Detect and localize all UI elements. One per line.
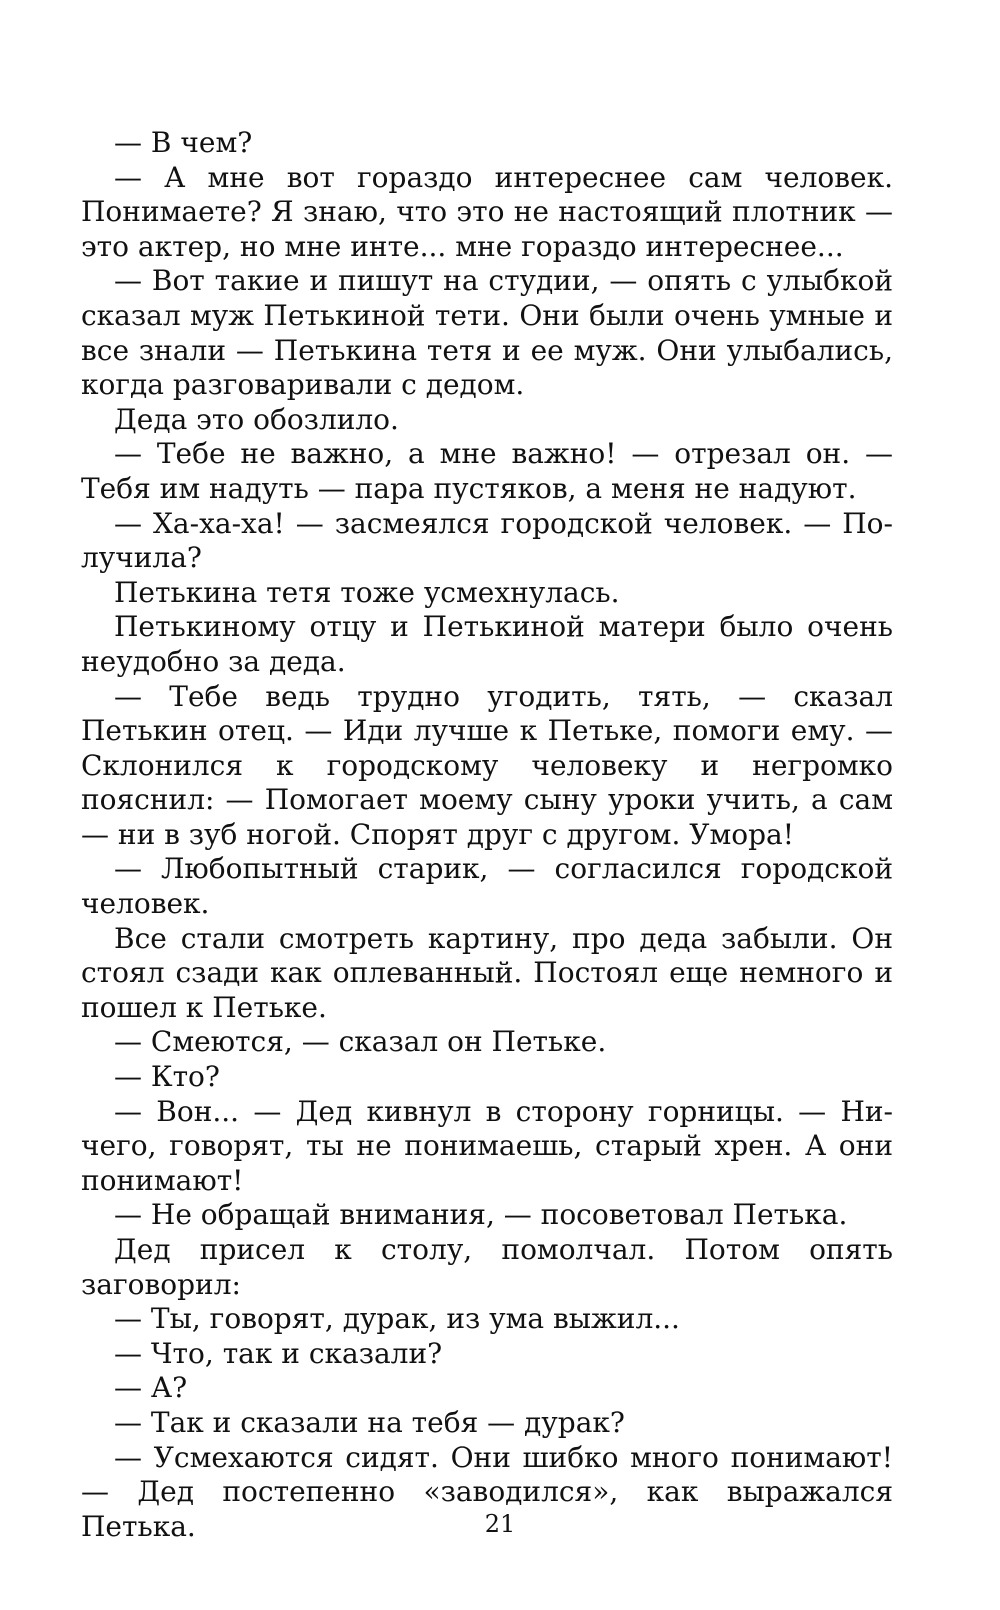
page-number: 21: [484, 1510, 516, 1538]
paragraph: — Ты, говорят, дурак, из ума выжил...: [114, 1302, 680, 1336]
paragraph: — Не обращай внимания, — посоветовал Петька.: [114, 1198, 848, 1232]
paragraph: — Смеются, — сказал он Петьке.: [114, 1025, 607, 1059]
paragraph: — Кто?: [114, 1060, 220, 1094]
paragraph: — Тебе ведь трудно угодить, тять, — сказал Петькин отец. — Иди лучше к Петьке, помоги ему. — Склонился к городскому человеку и негромко пояснил: — Помогает моему сыну уроки учить, а сам — ни в зуб ногой. Спорят друг с другом. Умора!: [81, 679, 893, 851]
paragraph: — Вот такие и пишут на студии, — опять с улыбкой сказал муж Петькиной тети. Они были очень умные и все знали — Петькина тетя и ее муж. Они улыбались, когда разговаривали с дедом.: [81, 264, 893, 402]
paragraph: Дед присел к столу, помолчал. Потом опять заговорил:: [81, 1233, 893, 1301]
paragraph: — Тебе не важно, а мне важно! — отрезал он. — Тебя им надуть — пара пустяков, а меня не надуют.: [81, 437, 893, 505]
paragraph: — В чем?: [114, 126, 253, 159]
paragraph: Все стали смотреть картину, про деда забыли. Он стоял сзади как оплеванный. Постоял еще немного и пошел к Петьке.: [81, 921, 893, 1024]
paragraph: — Усмехаются сидят. Они шибко много понимают! — Дед постепенно «заводился», как выражался Петька.: [81, 1440, 893, 1543]
paragraph: Петькина тетя тоже усмехнулась.: [114, 575, 620, 609]
paragraph: — Ха-ха-ха! — засмеялся городской человек. — Получила?: [81, 506, 893, 575]
paragraph: Петькиному отцу и Петькиной матери было очень неудобно за деда.: [81, 610, 893, 678]
paragraph: — Вон... — Дед кивнул в сторону горницы. — Ничего, говорят, ты не понимаешь, старый хрен. А они понимают!: [81, 1094, 893, 1197]
paragraph: — А?: [114, 1371, 188, 1405]
paragraph: — Так и сказали на тебя — дурак?: [114, 1405, 625, 1439]
paragraph: — Любопытный старик, — согласился городской человек.: [81, 852, 893, 921]
page-text: [81, 126, 893, 1544]
paragraph: — А мне вот гораздо интереснее сам человек. Понимаете? Я знаю, что это не настоящий плотник — это актер, но мне инте... мне гораздо интереснее...: [81, 160, 893, 263]
paragraph: Деда это обозлило.: [114, 402, 399, 436]
paragraph: — Что, так и сказали?: [114, 1336, 443, 1370]
